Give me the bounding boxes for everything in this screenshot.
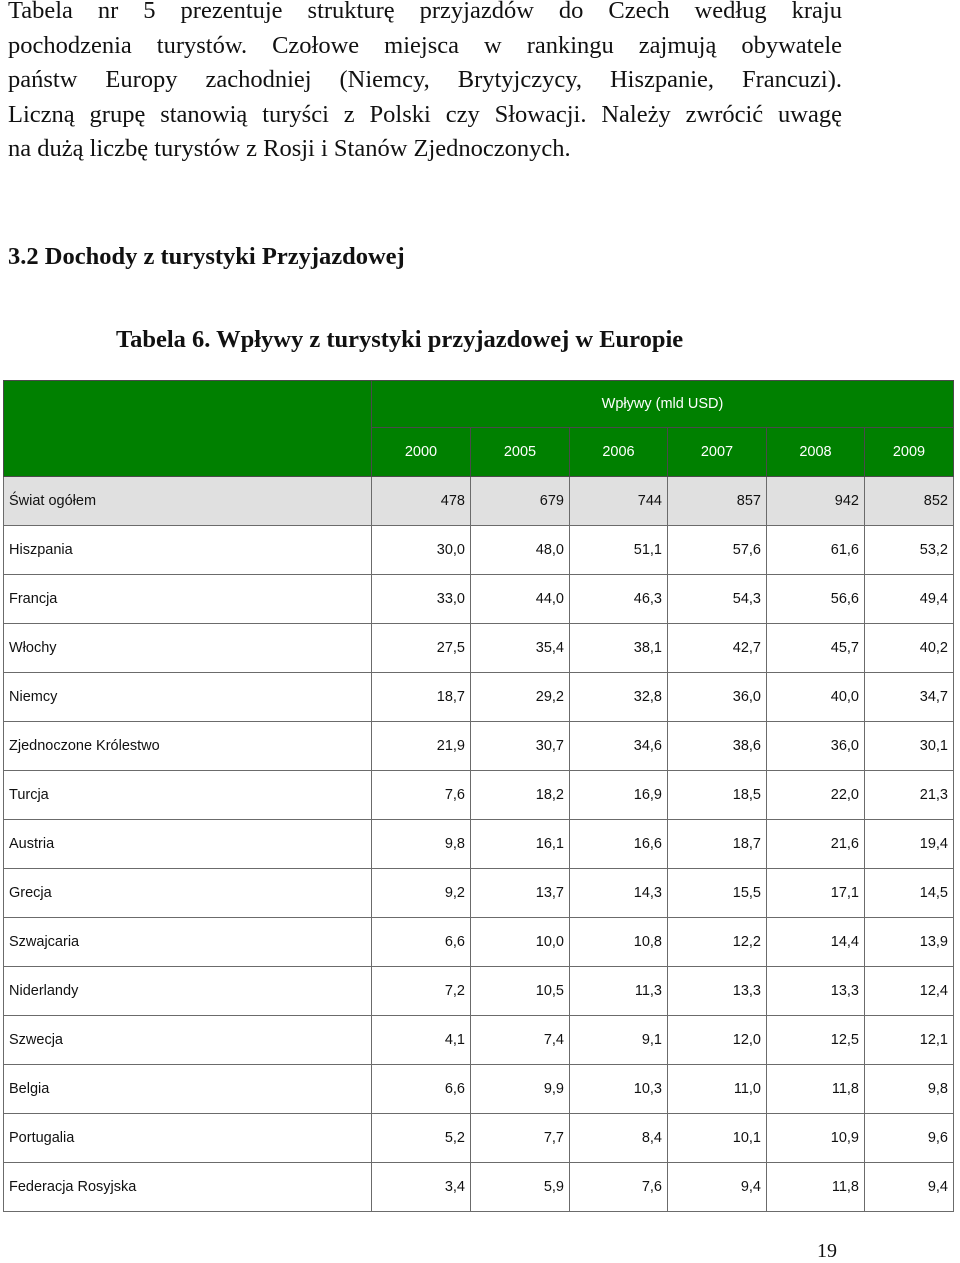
value-cell: 9,8 xyxy=(865,1065,954,1114)
country-name-cell: Federacja Rosyjska xyxy=(4,1163,372,1212)
value-cell: 10,8 xyxy=(570,918,668,967)
value-cell: 38,1 xyxy=(570,624,668,673)
table-row xyxy=(4,1163,954,1212)
value-cell: 33,0 xyxy=(372,575,471,624)
value-cell: 11,8 xyxy=(767,1065,865,1114)
table-row xyxy=(4,869,954,918)
value-cell: 38,6 xyxy=(668,722,767,771)
value-cell: 7,6 xyxy=(570,1163,668,1212)
country-name-cell: Szwecja xyxy=(4,1016,372,1065)
value-cell: 53,2 xyxy=(865,526,954,575)
value-cell: 10,3 xyxy=(570,1065,668,1114)
page-number: 19 xyxy=(817,1240,837,1262)
table-row xyxy=(4,1016,954,1065)
value-cell: 7,2 xyxy=(372,967,471,1016)
value-cell: 13,3 xyxy=(668,967,767,1016)
value-cell: 5,9 xyxy=(471,1163,570,1212)
value-cell: 49,4 xyxy=(865,575,954,624)
year-header-cell: 2007 xyxy=(668,428,767,477)
value-cell: 16,9 xyxy=(570,771,668,820)
value-cell: 18,7 xyxy=(668,820,767,869)
value-cell: 9,4 xyxy=(865,1163,954,1212)
value-cell: 44,0 xyxy=(471,575,570,624)
intro-line: na dużą liczbę turystów z Rosji i Stanów Zjednoczonych. xyxy=(8,135,571,162)
value-cell: 51,1 xyxy=(570,526,668,575)
table-row xyxy=(4,624,954,673)
table-row xyxy=(4,820,954,869)
value-cell: 45,7 xyxy=(767,624,865,673)
country-name-cell: Portugalia xyxy=(4,1114,372,1163)
value-cell: 12,4 xyxy=(865,967,954,1016)
value-cell: 11,8 xyxy=(767,1163,865,1212)
value-cell: 3,4 xyxy=(372,1163,471,1212)
value-cell: 9,1 xyxy=(570,1016,668,1065)
value-cell: 54,3 xyxy=(668,575,767,624)
year-header-cell: 2009 xyxy=(865,428,954,477)
value-cell: 9,4 xyxy=(668,1163,767,1212)
value-cell: 9,6 xyxy=(865,1114,954,1163)
country-name-cell: Świat ogółem xyxy=(4,477,372,526)
value-cell: 48,0 xyxy=(471,526,570,575)
value-cell: 10,0 xyxy=(471,918,570,967)
year-header-cell: 2005 xyxy=(471,428,570,477)
table-row xyxy=(4,673,954,722)
value-cell: 10,5 xyxy=(471,967,570,1016)
year-header-cell: 2008 xyxy=(767,428,865,477)
value-cell: 744 xyxy=(570,477,668,526)
value-cell: 12,1 xyxy=(865,1016,954,1065)
value-cell: 11,3 xyxy=(570,967,668,1016)
intro-paragraph xyxy=(8,0,842,167)
value-cell: 679 xyxy=(471,477,570,526)
table-caption: Tabela 6. Wpływy z turystyki przyjazdowej w Europie xyxy=(116,326,684,353)
value-cell: 57,6 xyxy=(668,526,767,575)
country-name-cell: Turcja xyxy=(4,771,372,820)
table-row xyxy=(4,918,954,967)
value-cell: 942 xyxy=(767,477,865,526)
section-heading: 3.2 Dochody z turystyki Przyjazdowej xyxy=(8,243,405,270)
value-cell: 12,0 xyxy=(668,1016,767,1065)
value-cell: 14,4 xyxy=(767,918,865,967)
value-cell: 6,6 xyxy=(372,1065,471,1114)
value-cell: 46,3 xyxy=(570,575,668,624)
country-name-cell: Szwajcaria xyxy=(4,918,372,967)
value-cell: 16,1 xyxy=(471,820,570,869)
table-row xyxy=(4,526,954,575)
value-cell: 7,6 xyxy=(372,771,471,820)
value-cell: 40,2 xyxy=(865,624,954,673)
value-cell: 9,2 xyxy=(372,869,471,918)
year-header-cell: 2006 xyxy=(570,428,668,477)
value-cell: 19,4 xyxy=(865,820,954,869)
value-cell: 32,8 xyxy=(570,673,668,722)
value-cell: 13,7 xyxy=(471,869,570,918)
table-row xyxy=(4,771,954,820)
value-cell: 7,4 xyxy=(471,1016,570,1065)
value-cell: 9,8 xyxy=(372,820,471,869)
intro-line: Liczną grupę stanowią turyści z Polski czy Słowacji. Należy zwrócić uwagę xyxy=(8,100,842,128)
intro-line: pochodzenia turystów. Czołowe miejsca w rankingu zajmują obywatele xyxy=(8,31,842,59)
header-corner-cell xyxy=(4,381,372,477)
value-cell: 18,7 xyxy=(372,673,471,722)
table-group-header-row xyxy=(4,381,954,428)
value-cell: 21,9 xyxy=(372,722,471,771)
country-name-cell: Francja xyxy=(4,575,372,624)
table-row xyxy=(4,575,954,624)
value-cell: 9,9 xyxy=(471,1065,570,1114)
value-cell: 13,9 xyxy=(865,918,954,967)
value-cell: 30,7 xyxy=(471,722,570,771)
value-cell: 56,6 xyxy=(767,575,865,624)
value-cell: 478 xyxy=(372,477,471,526)
intro-line: Tabela nr 5 prezentuje strukturę przyjazdów do Czech według kraju xyxy=(8,0,842,24)
table-row xyxy=(4,1114,954,1163)
value-cell: 10,1 xyxy=(668,1114,767,1163)
group-header-cell: Wpływy (mld USD) xyxy=(372,381,954,428)
value-cell: 12,2 xyxy=(668,918,767,967)
value-cell: 35,4 xyxy=(471,624,570,673)
country-name-cell: Grecja xyxy=(4,869,372,918)
value-cell: 8,4 xyxy=(570,1114,668,1163)
table-row-total xyxy=(4,477,954,526)
country-name-cell: Włochy xyxy=(4,624,372,673)
country-name-cell: Hiszpania xyxy=(4,526,372,575)
value-cell: 6,6 xyxy=(372,918,471,967)
value-cell: 15,5 xyxy=(668,869,767,918)
value-cell: 14,3 xyxy=(570,869,668,918)
value-cell: 4,1 xyxy=(372,1016,471,1065)
value-cell: 16,6 xyxy=(570,820,668,869)
value-cell: 61,6 xyxy=(767,526,865,575)
value-cell: 17,1 xyxy=(767,869,865,918)
value-cell: 18,5 xyxy=(668,771,767,820)
country-name-cell: Belgia xyxy=(4,1065,372,1114)
country-name-cell: Niemcy xyxy=(4,673,372,722)
value-cell: 10,9 xyxy=(767,1114,865,1163)
table-body xyxy=(4,381,954,1212)
value-cell: 22,0 xyxy=(767,771,865,820)
country-name-cell: Austria xyxy=(4,820,372,869)
value-cell: 40,0 xyxy=(767,673,865,722)
value-cell: 852 xyxy=(865,477,954,526)
country-name-cell: Niderlandy xyxy=(4,967,372,1016)
value-cell: 34,6 xyxy=(570,722,668,771)
country-name-cell: Zjednoczone Królestwo xyxy=(4,722,372,771)
value-cell: 857 xyxy=(668,477,767,526)
value-cell: 29,2 xyxy=(471,673,570,722)
table-row xyxy=(4,967,954,1016)
value-cell: 5,2 xyxy=(372,1114,471,1163)
value-cell: 34,7 xyxy=(865,673,954,722)
value-cell: 21,3 xyxy=(865,771,954,820)
year-header-cell: 2000 xyxy=(372,428,471,477)
inbound-tourism-revenue-table xyxy=(3,380,954,1212)
table-row xyxy=(4,1065,954,1114)
value-cell: 30,0 xyxy=(372,526,471,575)
table-row xyxy=(4,722,954,771)
value-cell: 36,0 xyxy=(668,673,767,722)
value-cell: 7,7 xyxy=(471,1114,570,1163)
value-cell: 11,0 xyxy=(668,1065,767,1114)
value-cell: 14,5 xyxy=(865,869,954,918)
intro-line: państw Europy zachodniej (Niemcy, Brytyjczycy, Hiszpanie, Francuzi). xyxy=(8,66,842,93)
value-cell: 21,6 xyxy=(767,820,865,869)
value-cell: 27,5 xyxy=(372,624,471,673)
value-cell: 12,5 xyxy=(767,1016,865,1065)
value-cell: 13,3 xyxy=(767,967,865,1016)
value-cell: 36,0 xyxy=(767,722,865,771)
value-cell: 18,2 xyxy=(471,771,570,820)
value-cell: 42,7 xyxy=(668,624,767,673)
value-cell: 30,1 xyxy=(865,722,954,771)
